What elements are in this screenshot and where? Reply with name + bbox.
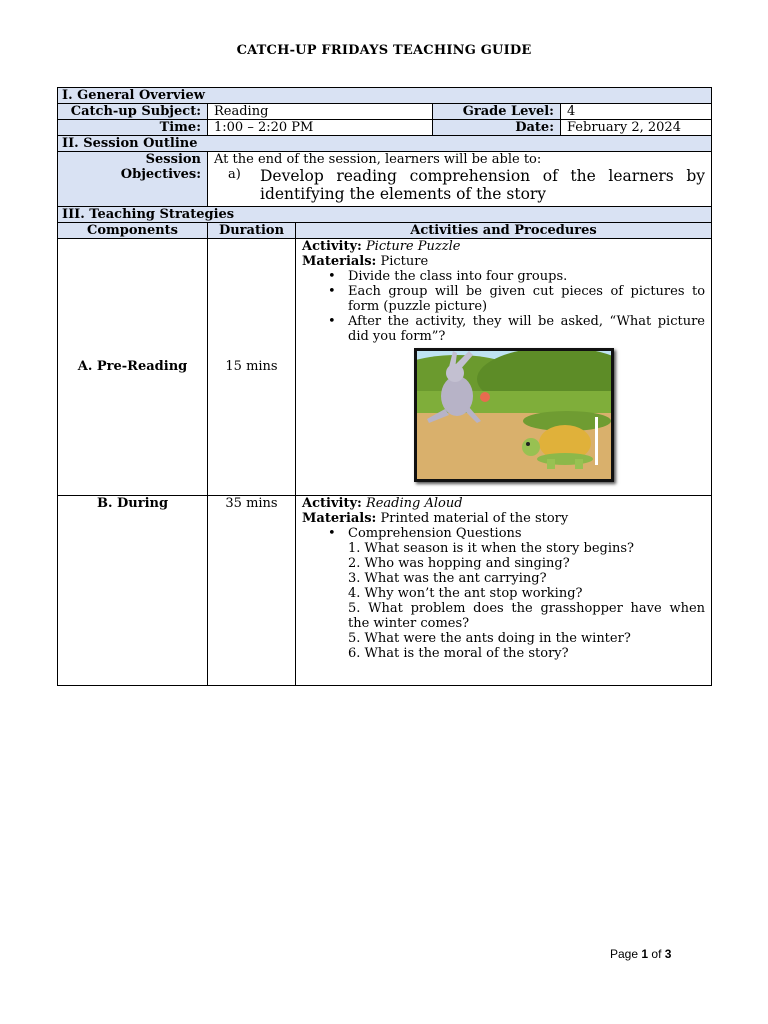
subject-label: Catch-up Subject: [58,104,208,120]
subject-row [58,104,712,120]
list-item: • After the activity, they will be asked, “What picture did you form”? [328,314,706,344]
materials-value: Picture [380,254,429,269]
section-heading: III. Teaching Strategies [58,207,712,223]
section-heading: II. Session Outline [58,136,712,152]
strategies-header-row [58,223,712,239]
question-item: 1. What season is it when the story begins? [348,541,635,556]
materials-value: Printed material of the story [380,511,569,526]
page-total: 3 [664,947,672,961]
activities-cell [296,239,712,496]
time-value: 1:00 – 2:20 PM [208,120,433,136]
bullet-icon: • [328,284,336,299]
grade-label: Grade Level: [433,104,561,120]
section-heading: I. General Overview [58,88,712,104]
objectives-label-line-2: Objectives: [120,167,201,182]
page-word: Page [610,947,639,961]
col-components: Components [58,223,208,239]
objective-text: Develop reading comprehension of the learners by identifying the elements of the story [260,167,706,203]
activity-line [302,496,705,511]
question-item: 2. Who was hopping and singing? [348,556,570,571]
list-item: • Divide the class into four groups. [328,269,568,284]
subject-value: Reading [208,104,433,120]
date-label: Date: [433,120,561,136]
page-current: 1 [641,947,649,961]
section-teaching-strategies [58,207,712,223]
activity-label: Activity: [302,239,362,254]
materials-line [302,511,705,526]
materials-line [302,254,705,269]
of-word: of [651,947,662,961]
page-number [610,947,671,961]
duration-cell: 15 mins [208,239,296,496]
activity-line [302,239,705,254]
time-label: Time: [58,120,208,136]
cartoon-illustration [417,351,611,479]
rabbit-and-tortoise-picture [414,348,614,482]
materials-label: Materials: [302,511,377,526]
objectives-label [58,152,208,207]
question-item: 6. What is the moral of the story? [348,646,569,661]
objective-item [214,167,705,203]
objective-marker: a) [228,167,241,182]
procedure-list [302,526,705,541]
grade-value: 4 [561,104,712,120]
activity-name: Reading Aloud [365,496,463,511]
teaching-guide-table [57,87,712,686]
duration-cell: 35 mins [208,496,296,686]
document-title: CATCH-UP FRIDAYS TEACHING GUIDE [236,43,532,58]
date-value: February 2, 2024 [561,120,712,136]
list-item: • Each group will be given cut pieces of pictures to form (puzzle picture) [328,284,706,314]
objectives-content [208,152,712,207]
objectives-row [58,152,712,207]
bullet-icon: • [328,269,336,284]
during-row [58,496,712,686]
col-duration: Duration [208,223,296,239]
list-item: • Comprehension Questions [328,526,522,541]
time-row [58,120,712,136]
section-general-overview [58,88,712,104]
activity-label: Activity: [302,496,362,511]
section-session-outline [58,136,712,152]
question-item: 3. What was the ant carrying? [348,571,547,586]
question-item: 5. What were the ants doing in the winter? [348,631,631,646]
comprehension-questions [302,541,705,661]
question-item: 4. Why won’t the ant stop working? [348,586,583,601]
bullet-icon: • [328,526,336,541]
materials-label: Materials: [302,254,377,269]
question-item: 5. What problem does the grasshopper have when the winter comes? [348,601,706,631]
activities-cell [296,496,712,686]
component-cell: A. Pre-Reading [58,239,208,496]
bullet-icon: • [328,314,336,329]
pre-reading-row [58,239,712,496]
objectives-intro: At the end of the session, learners will be able to: [214,152,542,167]
objectives-label-line-1: Session [145,152,201,167]
col-activities: Activities and Procedures [296,223,712,239]
component-cell: B. During [58,496,208,686]
activity-name: Picture Puzzle [365,239,461,254]
procedure-list [302,269,705,344]
